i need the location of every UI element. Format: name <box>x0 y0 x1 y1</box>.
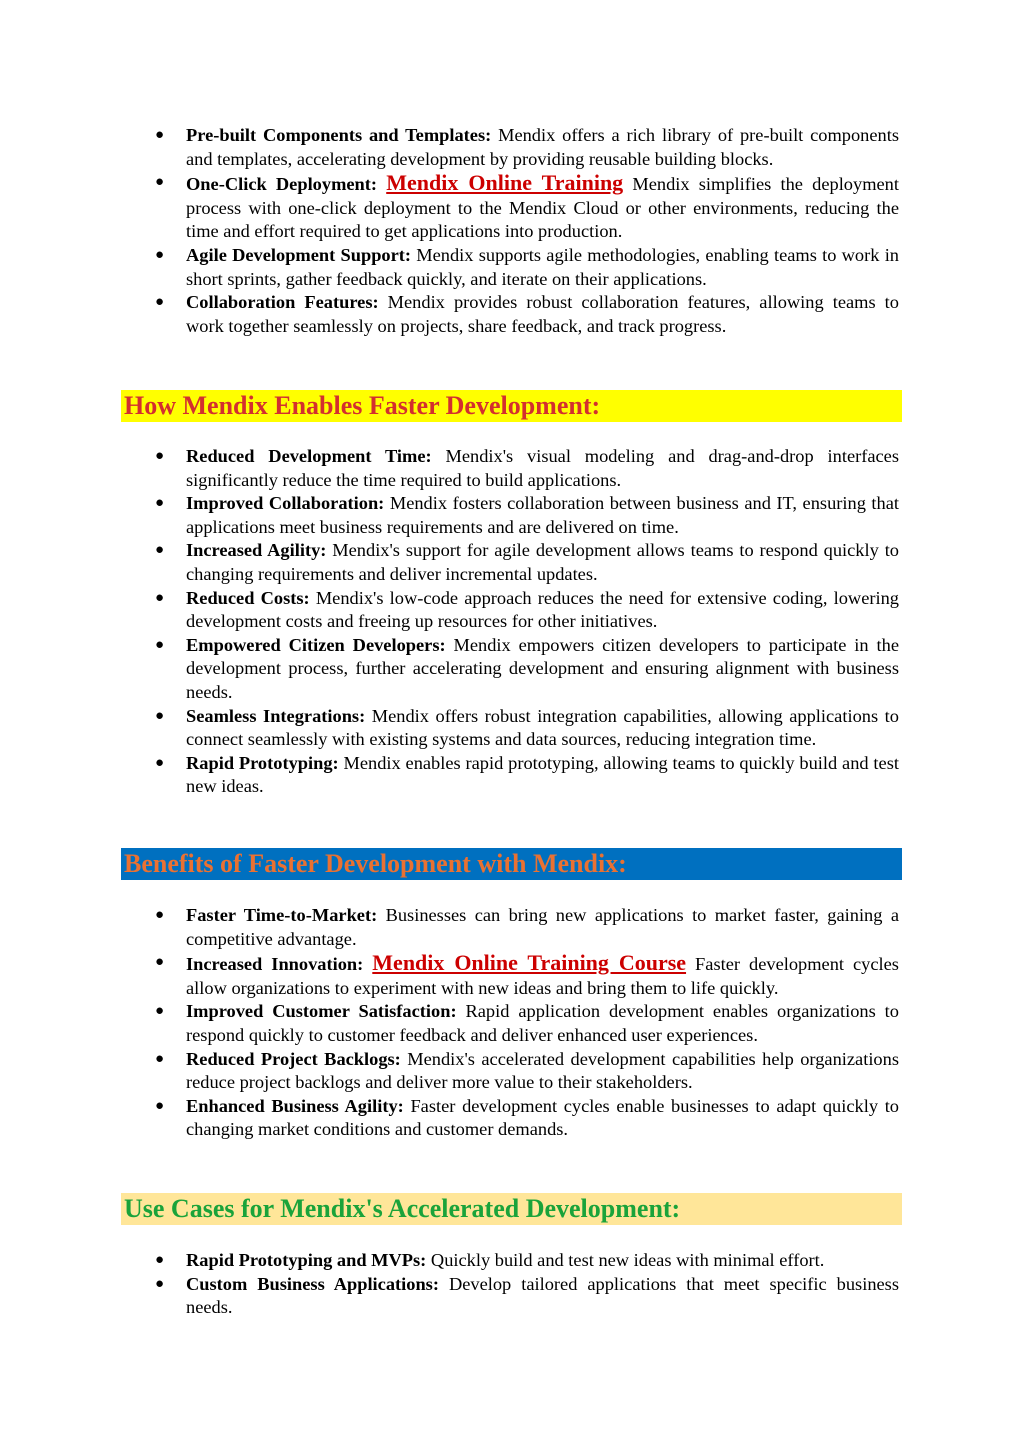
list-item <box>122 244 899 291</box>
bullet-icon: ● <box>155 1275 165 1292</box>
item-text: Mendix's support for agile development allows teams to respond quickly to changing requirements and deliver incremental updates. <box>186 540 899 584</box>
item-text: Develop tailored applications that meet specific business needs. <box>186 1273 899 1318</box>
item-term: Rapid Prototyping and MVPs: <box>186 1250 427 1270</box>
item-term: Reduced Project Backlogs: <box>186 1048 401 1069</box>
item-text: Mendix's low-code approach reduces the need for extensive coding, lowering development costs and freeing up resources for other initiatives. <box>186 587 899 632</box>
item-text: Businesses can bring new applications to market faster, gaining a competitive advantage. <box>186 905 899 949</box>
bullet-icon: ● <box>155 1003 165 1020</box>
item-text: Faster development cycles enable businesses to adapt quickly to changing market conditions and customer demands. <box>186 1095 900 1140</box>
item-term: Reduced Development Time: <box>186 446 432 466</box>
mendix-online-training-course-link[interactable]: Mendix Online Training Course <box>372 950 687 976</box>
item-term: Increased Innovation: <box>186 954 364 975</box>
item-text: Mendix offers a rich library of pre-built components and templates, accelerating development by providing reusable building blocks. <box>186 125 900 169</box>
item-text: Rapid application development enables organizations to respond quickly to customer feedback and deliver enhanced user experiences. <box>186 1001 899 1045</box>
list-item <box>122 1273 899 1320</box>
bullet-icon: ● <box>155 294 165 311</box>
item-term: Agile Development Support: <box>186 244 412 265</box>
item-text: Mendix's accelerated development capabilities help organizations reduce project backlogs and deliver more value to their stakeholders. <box>186 1048 899 1093</box>
bullet-icon: ● <box>155 1097 165 1114</box>
item-text: Quickly build and test new ideas with minimal effort. <box>426 1250 825 1270</box>
item-text: Mendix offers robust integration capabilities, allowing applications to connect seamlessly with existing systems and data sources, reducing integration time. <box>186 705 899 750</box>
item-text: Mendix enables rapid prototyping, allowing teams to quickly build and test new ideas. <box>186 752 899 797</box>
heading-use-cases: Use Cases for Mendix's Accelerated Development: <box>121 1193 902 1225</box>
item-text: Mendix's visual modeling and drag-and-drop interfaces significantly reduce the time required to build applications. <box>186 446 899 490</box>
list-item <box>122 1000 899 1047</box>
item-term: Empowered Citizen Developers: <box>186 634 446 655</box>
list-item <box>122 1048 899 1095</box>
bullet-icon: ● <box>155 448 165 464</box>
item-text: Mendix provides robust collaboration features, allowing teams to work together seamlessly on projects, share feedback, and track progress. <box>186 292 899 336</box>
list-item <box>122 634 899 705</box>
heading-faster-development: How Mendix Enables Faster Development: <box>121 390 902 422</box>
item-term: Increased Agility: <box>186 540 327 561</box>
item-text: Faster development cycles allow organizations to experiment with new ideas and bring them to life quickly. <box>186 954 899 998</box>
item-text: Mendix empowers citizen developers to participate in the development process, further accelerating development and ensuring alignment with business needs. <box>186 634 899 702</box>
item-term: Custom Business Applications: <box>186 1273 439 1294</box>
bullet-icon: ● <box>155 954 165 971</box>
item-term: One-Click Deployment: <box>186 174 378 195</box>
bullet-icon: ● <box>155 589 165 606</box>
item-text: Mendix fosters collaboration between business and IT, ensuring that applications meet business requirements and are delivered on time. <box>186 493 899 537</box>
list-item <box>122 539 899 586</box>
item-term: Pre-built Components and Templates: <box>186 125 492 145</box>
list-item <box>122 705 899 752</box>
item-text: Mendix simplifies the deployment process with one-click deployment to the Mendix Cloud or other environments, reducing the time and effort required to get applications into production. <box>186 174 899 242</box>
item-term: Enhanced Business Agility: <box>186 1095 404 1116</box>
list-item <box>122 951 899 1000</box>
bullet-icon: ● <box>155 127 165 143</box>
bullet-icon: ● <box>155 1050 165 1067</box>
list-section0 <box>122 124 899 338</box>
list-item <box>122 291 899 338</box>
bullet-icon: ● <box>155 542 165 559</box>
item-term: Collaboration Features: <box>186 292 379 313</box>
bullet-icon: ● <box>155 495 165 512</box>
bullet-icon: ● <box>155 707 165 724</box>
item-term: Reduced Costs: <box>186 587 310 608</box>
item-term: Improved Customer Satisfaction: <box>186 1001 457 1022</box>
bullet-icon: ● <box>155 754 165 771</box>
bullet-icon: ● <box>155 246 165 263</box>
item-term: Rapid Prototyping: <box>186 752 339 773</box>
bullet-icon: ● <box>155 636 165 653</box>
item-text: Mendix supports agile methodologies, enabling teams to work in short sprints, gather feedback quickly, and iterate on their applications. <box>186 244 899 289</box>
list-item <box>122 124 899 171</box>
list-item <box>122 904 899 951</box>
bullet-icon: ● <box>155 174 165 191</box>
list-item <box>122 492 899 539</box>
bullet-icon: ● <box>155 907 165 923</box>
item-term: Improved Collaboration: <box>186 493 385 514</box>
list-item <box>122 445 899 492</box>
list-section1 <box>122 445 899 799</box>
bullet-icon: ● <box>155 1252 165 1268</box>
mendix-online-training-link[interactable]: Mendix Online Training <box>386 170 624 196</box>
list-section2 <box>122 904 899 1142</box>
item-term: Faster Time-to-Market: <box>186 905 378 925</box>
list-item <box>122 171 899 244</box>
list-item <box>122 1095 899 1142</box>
list-section3 <box>122 1249 899 1320</box>
list-item <box>122 587 899 634</box>
list-item <box>122 752 899 799</box>
heading-benefits: Benefits of Faster Development with Mendix: <box>121 848 902 880</box>
item-term: Seamless Integrations: <box>186 705 366 726</box>
list-item <box>122 1249 899 1273</box>
